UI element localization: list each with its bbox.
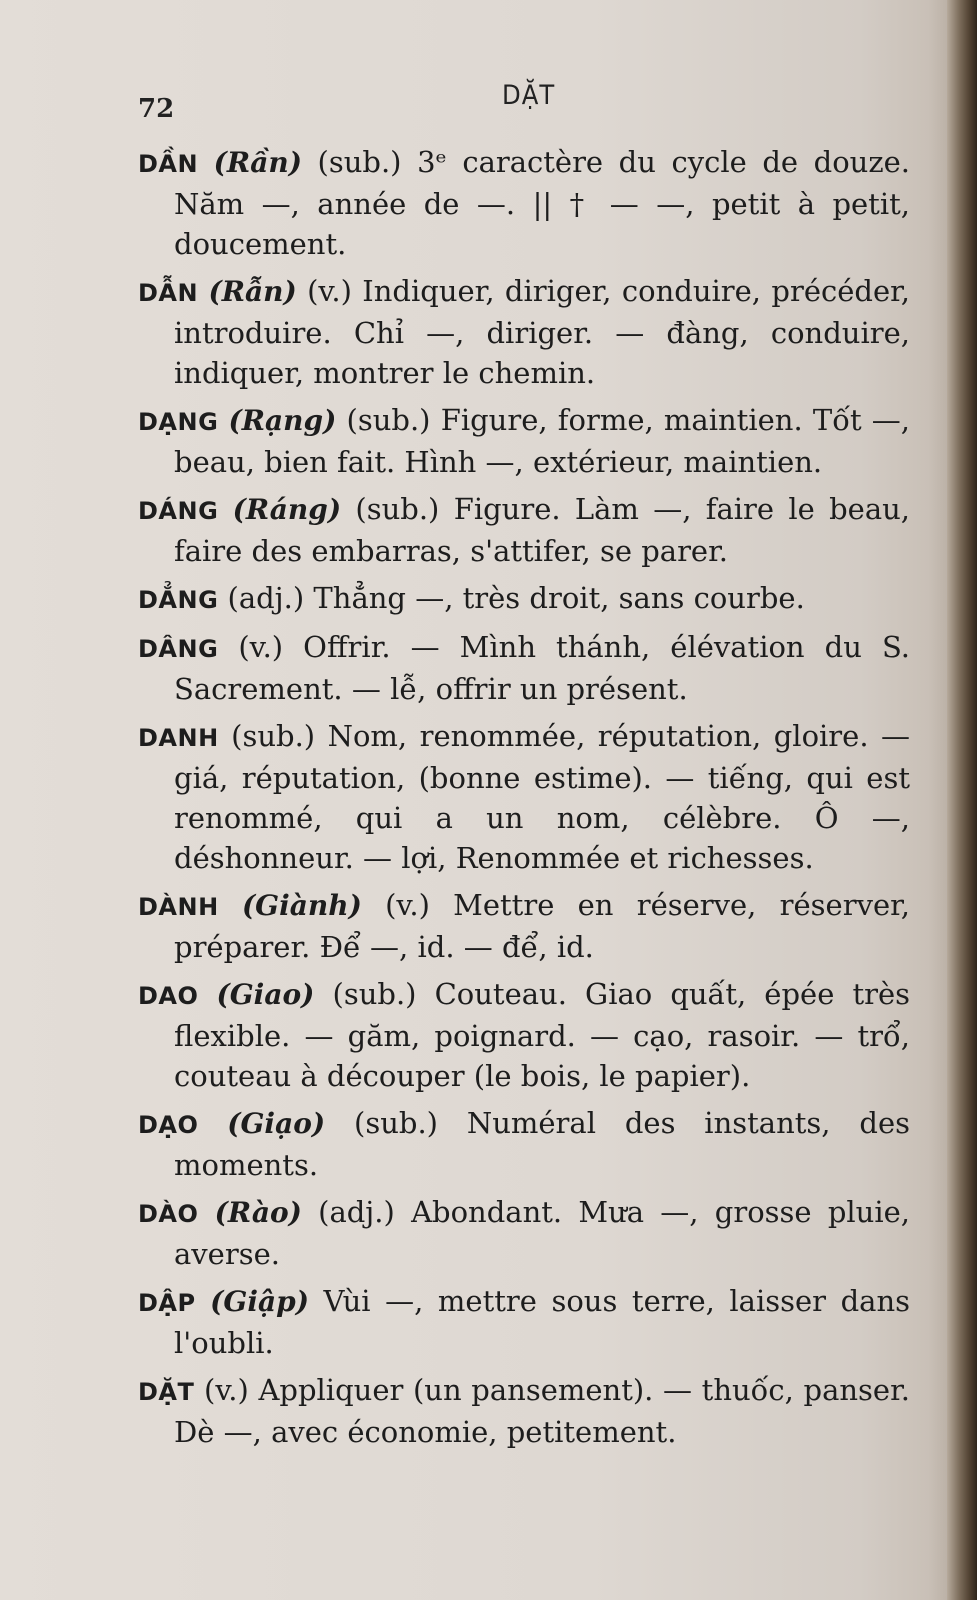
entry-part-of-speech: (sub.) xyxy=(354,1106,438,1140)
book-spine xyxy=(947,0,977,1600)
entry-headword: DẲNG xyxy=(138,586,219,614)
entry-part-of-speech: (sub.) xyxy=(317,145,402,179)
entry-headword: DẬP xyxy=(138,1289,196,1317)
entry-chinese-reading: (Rần) xyxy=(213,146,302,179)
entry-headword: DẪN xyxy=(138,279,199,307)
entry-part-of-speech: (sub.) xyxy=(231,719,316,753)
entry-headword: DẠO xyxy=(138,1111,199,1139)
entry-part-of-speech: (v.) xyxy=(238,630,284,664)
dictionary-entry xyxy=(138,716,910,878)
entry-definition: Mettre en réserve, réserver, préparer. Để —, id. — để, id. xyxy=(174,888,911,964)
dictionary-entry xyxy=(138,271,910,393)
entry-headword: DÁNG xyxy=(138,497,219,525)
entry-definition: Indiquer, diriger, conduire, précéder, introduire. Chỉ —, diriger. — đàng, conduire, indiquer, montrer le chemin. xyxy=(174,274,911,390)
entry-headword: DANH xyxy=(138,724,219,752)
entry-chinese-reading: (Giao) xyxy=(216,978,315,1011)
entry-part-of-speech: (sub.) xyxy=(355,492,440,526)
entry-part-of-speech: (adj.) xyxy=(318,1195,395,1229)
entry-headword: DẠNG xyxy=(138,408,219,436)
dictionary-entry xyxy=(138,489,910,571)
entry-definition: Figure. Làm —, faire le beau, faire des embarras, s'attifer, se parer. xyxy=(174,492,911,568)
entry-part-of-speech: (sub.) xyxy=(346,403,431,437)
entry-chinese-reading: (Rẫn) xyxy=(208,275,297,308)
dictionary-entry xyxy=(138,400,910,482)
entry-headword: DẶT xyxy=(138,1378,195,1406)
entry-definition: Thẳng —, très droit, sans courbe. xyxy=(313,581,805,615)
entry-definition: Figure, forme, maintien. Tốt —, beau, bien fait. Hình —, extérieur, maintien. xyxy=(174,403,911,479)
entry-definition: Offrir. — Mình thánh, élévation du S. Sacrement. — lễ, offrir un présent. xyxy=(174,630,910,706)
dictionary-entry xyxy=(138,974,910,1096)
dictionary-entry xyxy=(138,885,910,967)
entry-part-of-speech: (sub.) xyxy=(332,977,417,1011)
entry-definition: Vùi —, mettre sous terre, laisser dans l'oubli. xyxy=(174,1284,911,1360)
entry-part-of-speech: (v.) xyxy=(307,274,352,308)
entry-chinese-reading: (Giập) xyxy=(210,1285,309,1318)
dictionary-entry xyxy=(138,1281,910,1363)
entry-chinese-reading: (Rào) xyxy=(214,1196,302,1229)
entry-headword: DÀO xyxy=(138,1200,199,1228)
entry-definition: 3ᵉ caractère du cycle de douze. Năm —, année de —. || † — —, petit à petit, doucement. xyxy=(174,145,911,261)
entry-headword: DÂNG xyxy=(138,635,219,663)
entry-definition: Numéral des instants, des moments. xyxy=(174,1106,910,1182)
dictionary-entry xyxy=(138,1103,910,1185)
entry-headword: DẦN xyxy=(138,150,199,178)
dictionary-entry xyxy=(138,578,910,620)
entry-part-of-speech: (v.) xyxy=(385,888,430,922)
page-header xyxy=(0,80,930,130)
dictionary-entry xyxy=(138,142,910,264)
entry-definition: Appliquer (un pansement). — thuốc, panser. Dè —, avec économie, petitement. xyxy=(174,1373,910,1449)
entry-definition: Couteau. Giao quất, épée très flexible. — găm, poignard. — cạo, rasoir. — trổ, couteau à découper (le bois, le papier). xyxy=(174,977,911,1093)
entry-headword: DÀNH xyxy=(138,893,219,921)
entry-chinese-reading: (Giạo) xyxy=(227,1107,326,1140)
entry-headword: DAO xyxy=(138,982,199,1010)
entry-chinese-reading: (Giành) xyxy=(241,889,362,922)
dictionary-entry xyxy=(138,627,910,709)
entry-chinese-reading: (Rạng) xyxy=(228,404,337,437)
entry-part-of-speech: (adj.) xyxy=(227,581,305,615)
entry-definition: Abondant. Mưa —, grosse pluie, averse. xyxy=(174,1195,910,1271)
page-number: 72 xyxy=(138,94,175,124)
entry-chinese-reading: (Ráng) xyxy=(232,493,342,526)
dictionary-entries xyxy=(138,142,910,1459)
dictionary-entry xyxy=(138,1370,910,1452)
entry-part-of-speech: (v.) xyxy=(204,1373,249,1407)
running-head: DẶT xyxy=(502,80,556,111)
entry-definition: Nom, renommée, réputation, gloire. — giá, réputation, (bonne estime). — tiếng, qui est renommé, qui a un nom, célèbre. Ô —, déshonneur. — lợi, Renommée et richesses. xyxy=(174,719,911,875)
dictionary-entry xyxy=(138,1192,910,1274)
